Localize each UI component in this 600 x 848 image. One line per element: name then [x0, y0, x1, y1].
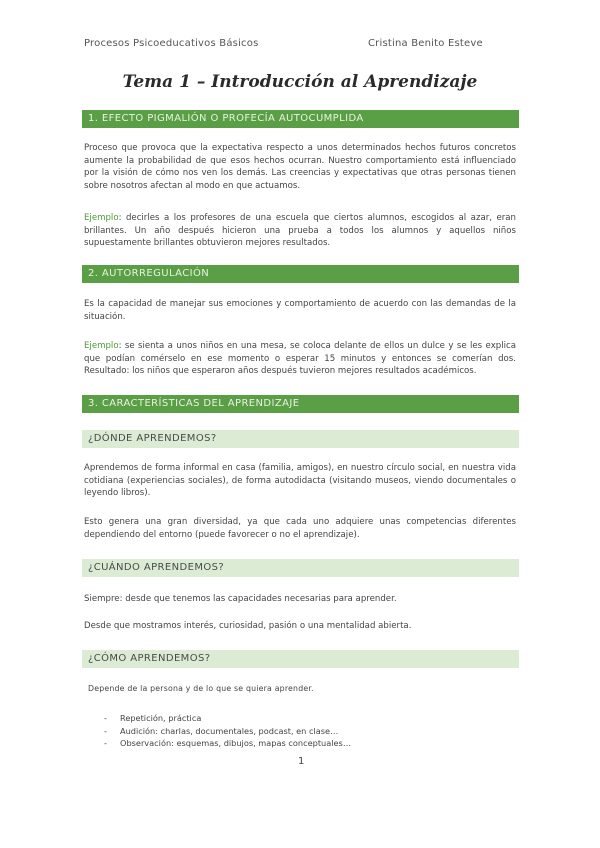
section-heading-pigmalion: 1. EFECTO PIGMALIÓN O PROFECÍA AUTOCUMPLIDA: [82, 110, 519, 128]
paragraph-pigmalion-example: [84, 212, 516, 250]
document-title: Tema 1 – Introducción al Aprendizaje: [122, 72, 478, 92]
list-item: - Repetición, práctica: [104, 713, 202, 723]
learning-methods-list: [104, 712, 351, 750]
paragraph-donde: Aprendemos de forma informal en casa (familia, amigos), en nuestro círculo social, en nuestra vida cotidiana (experiencias sociales), de forma autodidacta (visitando museos, viendo documentales o leyendo libros).: [84, 463, 516, 499]
paragraph-diversidad: Esto genera una gran diversidad, ya que cada uno adquiere unas competencias diferentes dependiendo del entorno (puede favorecer o no el aprendizaje).: [84, 517, 516, 540]
page-number: 1: [298, 756, 305, 767]
section-heading-autorregulacion: 2. AUTORREGULACIÓN: [82, 265, 519, 283]
example-label: Ejemplo: [84, 341, 119, 351]
list-item: - Audición: charlas, documentales, podcast, en clase…: [104, 725, 339, 736]
list-item: - Observación: esquemas, dibujos, mapas conceptuales…: [104, 738, 352, 748]
section-heading-caracteristicas: 3. CARACTERÍSTICAS DEL APRENDIZAJE: [82, 395, 519, 413]
paragraph-cuando-interes: Desde que mostramos interés, curiosidad, pasión o una mentalidad abierta.: [84, 621, 412, 631]
header-course: Procesos Psicoeducativos Básicos: [84, 38, 259, 49]
example-label: Ejemplo: [84, 213, 119, 223]
paragraph-autorregulacion-definition: Es la capacidad de manejar sus emociones y comportamiento de acuerdo con las demandas de la situación.: [84, 299, 516, 322]
example-text: : se sienta a unos niños en una mesa, se coloca delante de ellos un dulce y se les explica que podían comérselo en ese momento o esperar 15 minutos y entonces se comerían dos. Resultado: los niños que esperaron años después tuvieron mejores resultados académicos.: [84, 341, 516, 377]
example-text: : decirles a los profesores de una escuela que ciertos alumnos, escogidos al azar, eran brillantes. Un año después hicieron una prueba a todos los alumnos y aquellos niños supuestamente brillantes obtuvieron mejores resultados.: [84, 213, 516, 249]
subheading-como: ¿CÓMO APRENDEMOS?: [82, 650, 519, 668]
header-author: Cristina Benito Esteve: [368, 38, 483, 49]
paragraph-pigmalion-definition: Proceso que provoca que la expectativa respecto a unos determinados hechos futuros concretos aumente la probabilidad de que esos hechos ocurran. Nuestro comportamiento está influenciado por la visión de cómo nos ven los demás. Las creencias y expectativas que otras personas tienen sobre nosotros afectan al modo en que actuamos.: [84, 143, 516, 191]
paragraph-cuando-siempre: Siempre: desde que tenemos las capacidades necesarias para aprender.: [84, 594, 397, 604]
subheading-cuando: ¿CUÁNDO APRENDEMOS?: [82, 559, 519, 577]
subheading-donde: ¿DÓNDE APRENDEMOS?: [82, 430, 519, 448]
paragraph-como: Depende de la persona y de lo que se quiera aprender.: [88, 684, 314, 693]
paragraph-autorregulacion-example: [84, 340, 516, 378]
